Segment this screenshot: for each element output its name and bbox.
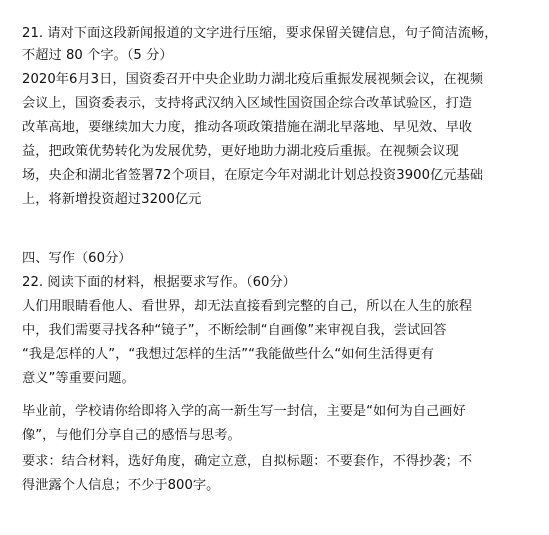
material-line-6: 像”，与他们分享自己的感悟与思考。 [22,428,241,443]
section-4-heading: 四、写作（60分） [22,251,132,266]
question-21-line-1: 21. 请对下面这段新闻报道的文字进行压缩，要求保留关键信息，句子简洁流畅， [22,26,498,41]
news-line-2: 会议上，国资委表示，支持将武汉纳入区域性国资国企综合改革试验区，打造 [22,96,473,111]
news-line-4: 益，把政策优势转化为发展优势，更好地助力湖北疫后重振。在视频会议现 [22,144,459,159]
material-line-5: 毕业前，学校请你给即将入学的高一新生写一封信，主要是“如何为自己画好 [22,404,466,419]
material-line-4: 意义”等重要问题。 [22,371,135,386]
news-line-5: 场，央企和湖北省签署72个项目，在原定今年对湖北计划总投资3900亿元基础 [22,168,484,183]
news-line-6: 上，将新增投资超过3200亿元 [22,192,202,207]
question-21-line-2: 不超过 80 个字。（5 分） [22,48,173,63]
material-line-1: 人们用眼睛看他人、看世界，却无法直接看到完整的自己，所以在人生的旅程 [22,299,473,314]
requirements-line-1: 要求：结合材料，选好角度，确定立意，自拟标题：不要套作，不得抄袭；不 [22,454,473,469]
news-line-3: 改革高地，要继续加大力度，推动各项政策措施在湖北早落地、早见效、早收 [22,120,473,135]
news-line-1: 2020年6月3日，国资委召开中央企业助力湖北疫后重振发展视频会议，在视频 [22,72,484,87]
material-line-2: 中，我们需要寻找各种“镜子”，不断绘制“自画像”来审视自我，尝试回答 [22,323,447,338]
question-22-prompt: 22. 阅读下面的材料，根据要求写作。（60分） [22,275,296,290]
requirements-line-2: 得泄露个人信息；不少于800字。 [22,478,220,493]
material-line-3: “我是怎样的人”，“我想过怎样的生活”“我能做些什么“如何生活得更有 [22,347,434,362]
